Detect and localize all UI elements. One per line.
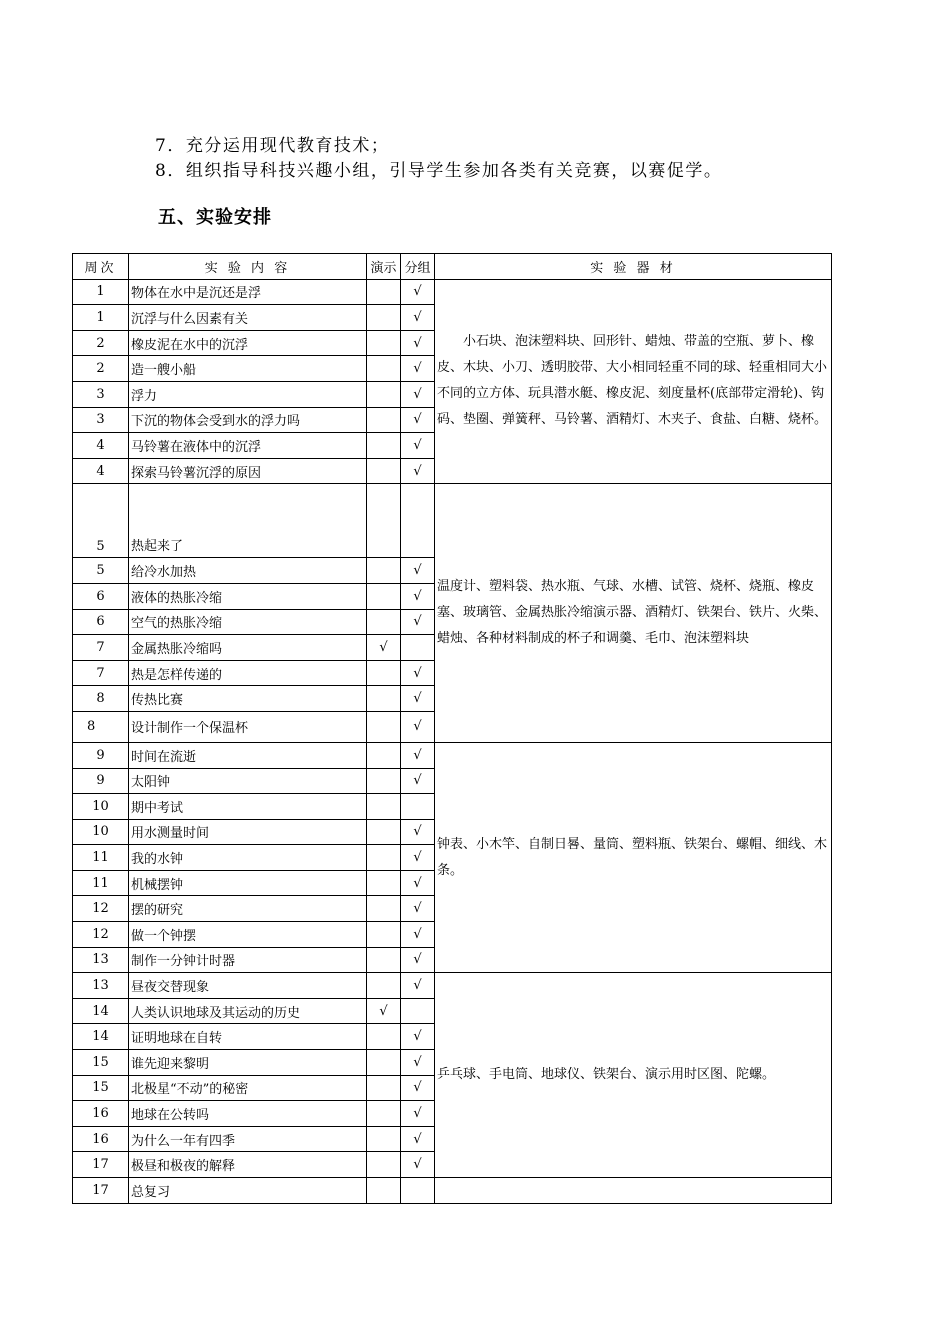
week-cell: 13 — [73, 947, 129, 973]
demo-cell — [367, 433, 401, 459]
demo-cell — [367, 1075, 401, 1101]
week-cell: 12 — [73, 896, 129, 922]
week-cell: 1 — [73, 279, 129, 305]
demo-cell — [367, 768, 401, 794]
demo-cell — [367, 742, 401, 768]
group-cell: √ — [401, 711, 435, 742]
group-cell: √ — [401, 686, 435, 712]
demo-cell — [367, 484, 401, 558]
week-cell: 10 — [73, 794, 129, 820]
header-demo: 演示 — [367, 254, 401, 280]
content-cell: 太阳钟 — [129, 768, 367, 794]
header-group: 分组 — [401, 254, 435, 280]
week-cell: 13 — [73, 973, 129, 999]
week-cell: 12 — [73, 922, 129, 948]
group-cell: √ — [401, 922, 435, 948]
demo-cell — [367, 381, 401, 407]
table-row — [73, 279, 832, 305]
content-cell: 地球在公转吗 — [129, 1101, 367, 1127]
week-cell: 1 — [73, 305, 129, 331]
content-cell: 制作一分钟计时器 — [129, 947, 367, 973]
content-cell: 谁先迎来黎明 — [129, 1050, 367, 1076]
group-cell: √ — [401, 279, 435, 305]
group-cell — [401, 635, 435, 661]
demo-cell — [367, 1050, 401, 1076]
group-cell: √ — [401, 819, 435, 845]
content-cell: 橡皮泥在水中的沉浮 — [129, 330, 367, 356]
demo-cell — [367, 583, 401, 609]
group-cell: √ — [401, 330, 435, 356]
week-cell: 9 — [73, 768, 129, 794]
group-cell: √ — [401, 1050, 435, 1076]
content-cell: 用水测量时间 — [129, 819, 367, 845]
demo-cell — [367, 305, 401, 331]
group-cell — [401, 794, 435, 820]
group-cell: √ — [401, 609, 435, 635]
group-cell: √ — [401, 458, 435, 484]
demo-cell — [367, 794, 401, 820]
week-cell: 17 — [73, 1178, 129, 1204]
demo-cell — [367, 711, 401, 742]
group-cell: √ — [401, 845, 435, 871]
week-cell: 4 — [73, 433, 129, 459]
week-cell: 4 — [73, 458, 129, 484]
group-cell: √ — [401, 742, 435, 768]
week-cell: 11 — [73, 870, 129, 896]
materials-cell — [435, 1178, 832, 1204]
demo-cell: √ — [367, 998, 401, 1024]
header-week: 周次 — [73, 254, 129, 280]
content-cell: 昼夜交替现象 — [129, 973, 367, 999]
content-cell: 马铃薯在液体中的沉浮 — [129, 433, 367, 459]
demo-cell — [367, 870, 401, 896]
week-cell: 7 — [73, 660, 129, 686]
content-cell: 时间在流逝 — [129, 742, 367, 768]
group-cell: √ — [401, 1075, 435, 1101]
content-cell: 期中考试 — [129, 794, 367, 820]
content-cell: 为什么一年有四季 — [129, 1126, 367, 1152]
content-cell: 浮力 — [129, 381, 367, 407]
demo-cell — [367, 1101, 401, 1127]
table-row — [73, 484, 832, 558]
demo-cell: √ — [367, 635, 401, 661]
text-line-7: 7．充分运用现代教育技术； — [155, 136, 390, 156]
content-cell: 北极星“不动”的秘密 — [129, 1075, 367, 1101]
week-cell: 3 — [73, 407, 129, 433]
table-row — [73, 742, 832, 768]
demo-cell — [367, 819, 401, 845]
demo-cell — [367, 660, 401, 686]
materials-cell: 小石块、泡沫塑料块、回形针、蜡烛、带盖的空瓶、萝卜、橡皮、木块、小刀、透明胶带、大小相同轻重不同的球、轻重相同大小不同的立方体、玩具潜水艇、橡皮泥、刻度量杯(底部带定滑轮)、钩码、垫圈、弹簧秤、马铃薯、酒精灯、木夹子、食盐、白糖、烧杯。 — [435, 279, 832, 484]
materials-cell: 温度计、塑料袋、热水瓶、气球、水槽、试管、烧杯、烧瓶、橡皮塞、玻璃管、金属热胀冷缩演示器、酒精灯、铁架台、铁片、火柴、蜡烛、各种材料制成的杯子和调羹、毛巾、泡沫塑料块 — [435, 484, 832, 743]
demo-cell — [367, 896, 401, 922]
header-materials: 实 验 器 材 — [435, 254, 832, 280]
group-cell: √ — [401, 583, 435, 609]
demo-cell — [367, 279, 401, 305]
week-cell: 7 — [73, 635, 129, 661]
demo-cell — [367, 458, 401, 484]
demo-cell — [367, 356, 401, 382]
group-cell: √ — [401, 660, 435, 686]
content-cell: 热起来了 — [129, 484, 367, 558]
week-cell: 8 — [73, 711, 129, 742]
group-cell: √ — [401, 1126, 435, 1152]
group-cell: √ — [401, 356, 435, 382]
content-cell: 证明地球在自转 — [129, 1024, 367, 1050]
group-cell: √ — [401, 973, 435, 999]
week-cell: 14 — [73, 1024, 129, 1050]
demo-cell — [367, 330, 401, 356]
week-cell: 5 — [73, 558, 129, 584]
content-cell: 极昼和极夜的解释 — [129, 1152, 367, 1178]
week-cell: 16 — [73, 1101, 129, 1127]
text-line-8: 8．组织指导科技兴趣小组，引导学生参加各类有关竞赛，以赛促学。 — [155, 161, 723, 181]
group-cell — [401, 484, 435, 558]
week-cell: 15 — [73, 1075, 129, 1101]
table-row — [73, 1178, 832, 1204]
week-cell: 9 — [73, 742, 129, 768]
week-cell: 16 — [73, 1126, 129, 1152]
demo-cell — [367, 609, 401, 635]
demo-cell — [367, 1178, 401, 1204]
group-cell: √ — [401, 381, 435, 407]
content-cell: 做一个钟摆 — [129, 922, 367, 948]
week-cell: 11 — [73, 845, 129, 871]
week-cell: 6 — [73, 609, 129, 635]
content-cell: 人类认识地球及其运动的历史 — [129, 998, 367, 1024]
materials-cell: 乒乓球、手电筒、地球仪、铁架台、演示用时区图、陀螺。 — [435, 973, 832, 1178]
content-cell: 设计制作一个保温杯 — [129, 711, 367, 742]
content-cell: 总复习 — [129, 1178, 367, 1204]
week-cell: 14 — [73, 998, 129, 1024]
week-cell: 10 — [73, 819, 129, 845]
demo-cell — [367, 558, 401, 584]
group-cell: √ — [401, 1101, 435, 1127]
group-cell: √ — [401, 558, 435, 584]
demo-cell — [367, 1126, 401, 1152]
section-heading: 五、实验安排 — [158, 207, 272, 228]
content-cell: 探索马铃薯沉浮的原因 — [129, 458, 367, 484]
content-cell: 金属热胀冷缩吗 — [129, 635, 367, 661]
demo-cell — [367, 1024, 401, 1050]
group-cell — [401, 1178, 435, 1204]
demo-cell — [367, 407, 401, 433]
content-cell: 下沉的物体会受到水的浮力吗 — [129, 407, 367, 433]
group-cell: √ — [401, 768, 435, 794]
group-cell: √ — [401, 870, 435, 896]
content-cell: 摆的研究 — [129, 896, 367, 922]
content-cell: 空气的热胀冷缩 — [129, 609, 367, 635]
group-cell: √ — [401, 1024, 435, 1050]
week-cell: 2 — [73, 356, 129, 382]
content-cell: 物体在水中是沉还是浮 — [129, 279, 367, 305]
week-cell: 8 — [73, 686, 129, 712]
content-cell: 传热比赛 — [129, 686, 367, 712]
group-cell: √ — [401, 407, 435, 433]
week-cell: 15 — [73, 1050, 129, 1076]
content-cell: 给冷水加热 — [129, 558, 367, 584]
group-cell: √ — [401, 433, 435, 459]
experiment-schedule-table — [72, 253, 832, 1204]
week-cell: 2 — [73, 330, 129, 356]
week-cell: 6 — [73, 583, 129, 609]
group-cell: √ — [401, 896, 435, 922]
week-cell: 5 — [73, 484, 129, 558]
week-cell: 3 — [73, 381, 129, 407]
demo-cell — [367, 973, 401, 999]
content-cell: 液体的热胀冷缩 — [129, 583, 367, 609]
content-cell: 造一艘小船 — [129, 356, 367, 382]
demo-cell — [367, 922, 401, 948]
group-cell: √ — [401, 1152, 435, 1178]
demo-cell — [367, 845, 401, 871]
header-content: 实 验 内 容 — [129, 254, 367, 280]
group-cell: √ — [401, 305, 435, 331]
group-cell — [401, 998, 435, 1024]
demo-cell — [367, 1152, 401, 1178]
content-cell: 我的水钟 — [129, 845, 367, 871]
table-header-row — [73, 254, 832, 280]
group-cell: √ — [401, 947, 435, 973]
demo-cell — [367, 947, 401, 973]
materials-cell: 钟表、小木竿、自制日晷、量筒、塑料瓶、铁架台、螺帽、细线、木条。 — [435, 742, 832, 972]
content-cell: 热是怎样传递的 — [129, 660, 367, 686]
content-cell: 机械摆钟 — [129, 870, 367, 896]
table-row — [73, 973, 832, 999]
demo-cell — [367, 686, 401, 712]
week-cell: 17 — [73, 1152, 129, 1178]
content-cell: 沉浮与什么因素有关 — [129, 305, 367, 331]
